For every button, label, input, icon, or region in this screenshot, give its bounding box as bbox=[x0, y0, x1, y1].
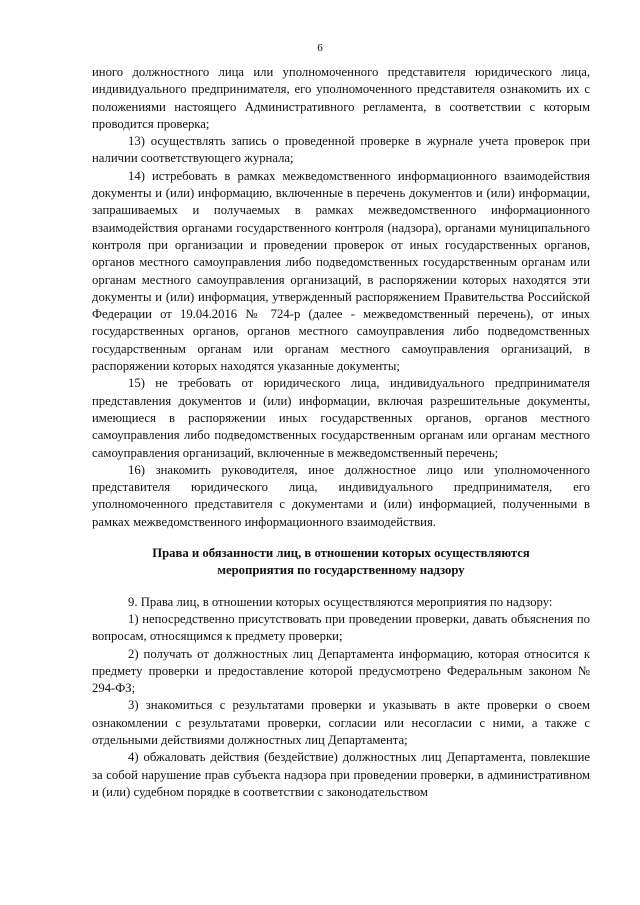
paragraph: 1) непосредственно присутствовать при проведении проверки, давать объяснения по вопросам, относящимся к предмету проверки; bbox=[92, 611, 590, 644]
paragraph: 2) получать от должностных лиц Департамента информацию, которая относится к предмету проверки и предоставление которой предусмотрено Федеральным законом № 294-ФЗ; bbox=[92, 646, 590, 696]
paragraph: 9. Права лиц, в отношении которых осуществляются мероприятия по надзору: bbox=[128, 594, 553, 609]
page-number: 6 bbox=[317, 42, 323, 54]
paragraph: 13) осуществлять запись о проведенной проверке в журнале учета проверок при наличии соответствующего журнала; bbox=[92, 134, 590, 166]
document-body bbox=[92, 64, 590, 801]
section-heading-line-2: мероприятия по государственному надзору bbox=[217, 563, 465, 578]
paragraph: иного должностного лица или уполномоченного представителя юридического лица, индивидуального предпринимателя, его уполномоченного представителя ознакомить их с положениями настоящего Административного регламента, в соответствии с которым проводится проверка; bbox=[92, 65, 590, 131]
paragraphs-before-heading bbox=[92, 64, 590, 531]
paragraph: 14) истребовать в рамках межведомственного информационного взаимодействия документы и (или) информацию, включенные в перечень документов и (или) информации, запрашиваемых и получаемых в рамках межведомственного информационного взаимодействия органами государственного контроля (надзора), органами муниципального контроля при организации и проведении проверок от иных государственных органов, органов местного самоуправления либо подведомственных государственным органам или органам местного самоуправления организаций, в распоряжении которых находятся эти документы и (или) информация, утвержденный распоряжением Правительства Российской Федерации от 19.04.2016 № 724-р (далее - межведомственный перечень), от иных государственных органов, органов местного самоуправления либо подведомственных государственным органам или органам местного самоуправления организаций, в распоряжении которых находятся указанные документы; bbox=[92, 168, 590, 374]
paragraph: 15) не требовать от юридического лица, индивидуального предпринимателя представления документов и (или) информации, включая разрешительные документы, имеющиеся в распоряжении иных государственных органов, органов местного самоуправления либо подведомственных государственным органам или органам местного самоуправления организаций, включенные в межведомственный перечень; bbox=[92, 376, 590, 460]
paragraph: 16) знакомить руководителя, иное должностное лицо или уполномоченного представителя юридического лица, индивидуального предпринимателя, его уполномоченного представителя с документами и (или) информацией, полученными в рамках межведомственного информационного взаимодействия. bbox=[92, 462, 590, 529]
section-heading bbox=[92, 545, 590, 580]
paragraph: 3) знакомиться с результатами проверки и указывать в акте проверки о своем ознакомлении с результатами проверки, согласии или несогласии с ними, а также с отдельными действиями должностных лиц Департамента; bbox=[92, 698, 590, 747]
paragraphs-after-heading bbox=[92, 594, 590, 802]
paragraph: 4) обжаловать действия (бездействие) должностных лиц Департамента, повлекшие за собой нарушение прав субъекта надзора при проведении проверки, в административном и (или) судебном порядке в соответствии с законодательством bbox=[92, 750, 590, 799]
section-heading-line-1: Права и обязанности лиц, в отношении которых осуществляются bbox=[152, 546, 530, 561]
